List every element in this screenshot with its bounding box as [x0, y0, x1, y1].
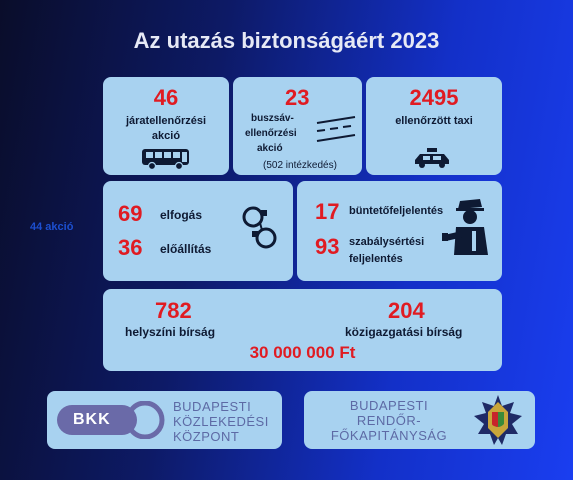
- admin-fine-label: közigazgatási bírság: [345, 325, 463, 339]
- arrest-card: [103, 181, 293, 281]
- arrest-value: 69: [118, 201, 143, 226]
- taxi-label: ellenőrzött taxi: [395, 115, 473, 127]
- bus-icon: [141, 147, 191, 171]
- offence-value: 93: [315, 234, 340, 259]
- police-logo-line-1: BUDAPESTI: [349, 398, 429, 413]
- detain-value: 36: [118, 235, 143, 260]
- bkk-logo-mark: [55, 401, 167, 439]
- admin-fine-value: 204: [388, 298, 425, 323]
- page-title: Az utazás biztonságáért 2023: [133, 28, 440, 53]
- handcuffs-icon: [241, 203, 281, 251]
- bus-check-label-1: járatellenőrzési: [125, 115, 207, 127]
- police-officer-icon: [442, 197, 492, 255]
- criminal-value: 17: [315, 199, 340, 224]
- police-badge-icon: [472, 394, 524, 446]
- offence-label-1: szabálysértési: [349, 236, 425, 248]
- bus-lane-label-3: akció: [257, 143, 283, 154]
- taxi-card: [366, 77, 502, 175]
- bus-lane-card: [233, 77, 362, 175]
- bkk-logo-line-1: BUDAPESTI: [173, 399, 252, 414]
- bkk-logo-line-3: KÖZPONT: [173, 429, 240, 444]
- bus-lane-label-1: buszsáv-: [251, 113, 294, 124]
- bkk-logo-letters: BKK: [73, 411, 111, 428]
- road-lane-icon: [315, 115, 357, 143]
- onsite-fine-value: 782: [155, 298, 192, 323]
- onsite-fine-label: helyszíni bírság: [125, 325, 216, 339]
- bus-lane-value: 23: [285, 85, 310, 110]
- police-logo-line-3: FŐKAPITÁNYSÁG: [330, 428, 448, 443]
- total-fine-value: 30 000 000 Ft: [249, 343, 356, 362]
- bkk-logo-line-2: KÖZLEKEDÉSI: [173, 414, 269, 429]
- police-logo-line-2: RENDŐR-: [356, 413, 422, 428]
- report-card: [297, 181, 502, 281]
- taxi-value: 2495: [409, 85, 459, 110]
- bus-lane-label-2: ellenőrzési: [245, 128, 297, 139]
- bus-check-card: [103, 77, 229, 175]
- background-ghost-text: 44 akció: [30, 221, 74, 233]
- bus-check-label-2: akció: [151, 130, 181, 142]
- taxi-icon: [412, 147, 452, 169]
- fines-card: [103, 289, 502, 371]
- detain-label: előállítás: [160, 242, 212, 256]
- arrest-label: elfogás: [160, 208, 203, 222]
- police-logo-card: [304, 391, 535, 449]
- bkk-logo-card: [47, 391, 282, 449]
- bus-check-value: 46: [153, 85, 179, 110]
- criminal-label: büntetőfeljelentés: [349, 205, 444, 217]
- offence-label-2: feljelentés: [349, 253, 403, 265]
- bus-lane-note: (502 intézkedés): [263, 160, 337, 171]
